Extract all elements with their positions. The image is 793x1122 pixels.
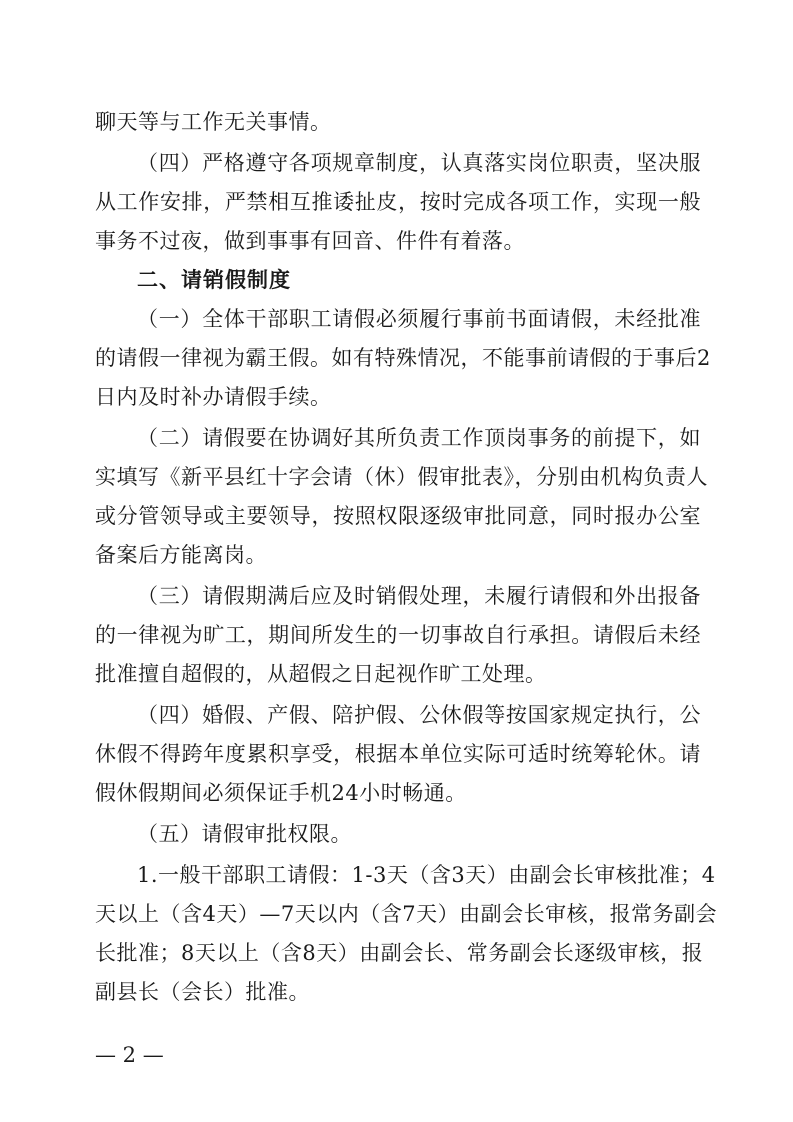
body-text-line: 事务不过夜，做到事事有回音、件件有着落。 <box>95 229 525 253</box>
body-text-line: 副县长（会长）批准。 <box>95 980 310 1004</box>
page-number: — 2 — <box>95 1043 164 1067</box>
body-text-line: 从工作安排，严禁相互推诿扯皮，按时完成各项工作，实现一般 <box>95 190 701 214</box>
body-text-line: （一）全体干部职工请假必须履行事前书面请假，未经批准 <box>137 307 701 331</box>
section-heading: 二、请销假制度 <box>137 268 291 292</box>
body-text-line: 备案后方能离岗。 <box>95 543 267 567</box>
body-text-line: 天以上（含4天）—7天以内（含7天）由副会长审核，报常务副会 <box>95 902 718 926</box>
body-text-line: 实填写《新平县红十字会请（休）假审批表》，分别由机构负责人 <box>95 465 708 489</box>
body-text-line: 休假不得跨年度累积享受，根据本单位实际可适时统筹轮休。请 <box>95 742 701 766</box>
body-text-line: （三）请假期满后应及时销假处理，未履行请假和外出报备 <box>137 584 701 608</box>
body-text-line: （四）婚假、产假、陪护假、公休假等按国家规定执行，公 <box>137 703 701 727</box>
body-text-line: 聊天等与工作无关事情。 <box>95 110 332 134</box>
body-text-line: 假休假期间必须保证手机24小时畅通。 <box>95 781 467 805</box>
body-text-line: 的一律视为旷工，期间所发生的一切事故自行承担。请假后未经 <box>95 623 701 647</box>
body-text-line: （二）请假要在协调好其所负责工作顶岗事务的前提下，如 <box>137 426 701 450</box>
body-text-line: （四）严格遵守各项规章制度，认真落实岗位职责，坚决服 <box>137 151 701 175</box>
body-text-line: 的请假一律视为霸王假。如有特殊情况，不能事前请假的于事后2 <box>95 346 711 370</box>
body-text-line: 批准擅自超假的，从超假之日起视作旷工处理。 <box>95 662 547 686</box>
body-text-line: 长批准；8天以上（含8天）由副会长、常务副会长逐级审核，报 <box>95 941 704 965</box>
body-text-line: 或分管领导或主要领导，按照权限逐级审批同意，同时报办公室 <box>95 504 701 528</box>
body-text-line: 日内及时补办请假手续。 <box>95 385 332 409</box>
body-text-line: （五）请假审批权限。 <box>137 822 352 846</box>
body-text-line: 1.一般干部职工请假：1-3天（含3天）由副会长审核批准；4 <box>137 863 716 887</box>
